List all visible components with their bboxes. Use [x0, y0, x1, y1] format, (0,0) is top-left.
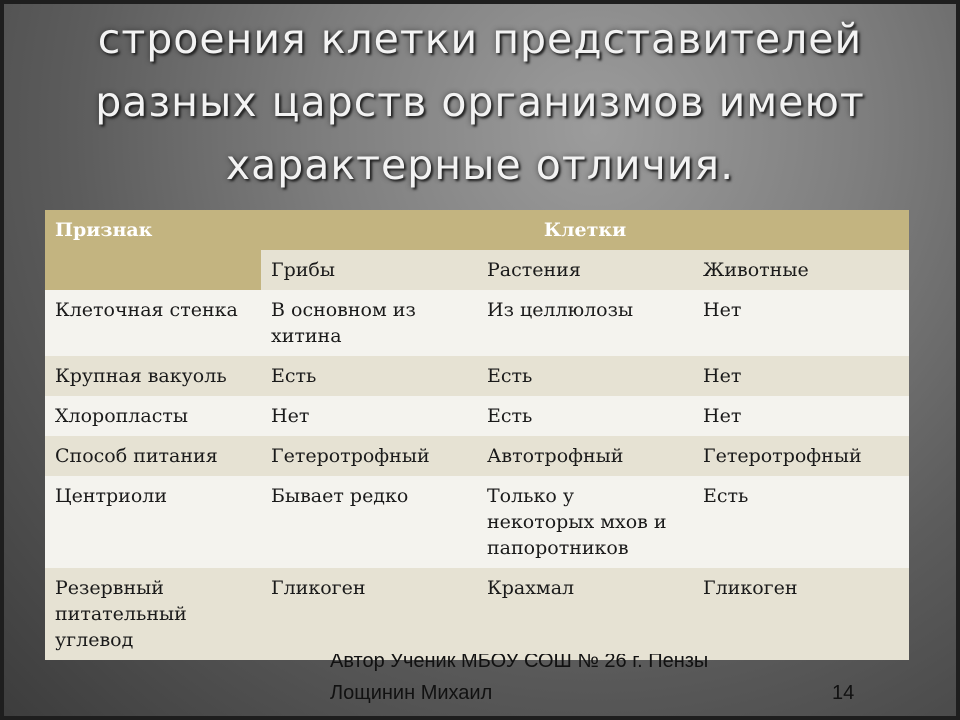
- cell-animals: Есть: [693, 476, 909, 568]
- subheader-plants: Растения: [477, 250, 693, 290]
- cell-fungi: Гликоген: [261, 568, 477, 660]
- header-cells: Клетки: [261, 210, 909, 250]
- cell-fungi: В основном из хитина: [261, 290, 477, 356]
- table-subheader-row: [45, 250, 909, 290]
- cell-plants: Автотрофный: [477, 436, 693, 476]
- cell-fungi: Есть: [261, 356, 477, 396]
- row-feature: Клеточная стенка: [45, 290, 261, 356]
- comparison-table: [45, 210, 909, 660]
- cell-plants: Крахмал: [477, 568, 693, 660]
- cell-animals: Гликоген: [693, 568, 909, 660]
- header-feature: Признак: [45, 210, 261, 250]
- cell-animals: Нет: [693, 356, 909, 396]
- table-row: [45, 436, 909, 476]
- table-row: [45, 396, 909, 436]
- title-line: разных царств организмов имеют: [95, 78, 865, 126]
- table-header-row: [45, 210, 909, 250]
- title-line: характерные отличия.: [225, 141, 735, 189]
- row-feature: Способ питания: [45, 436, 261, 476]
- cell-plants: Есть: [477, 396, 693, 436]
- subheader-animals: Животные: [693, 250, 909, 290]
- cell-animals: Гетеротрофный: [693, 436, 909, 476]
- table-row: [45, 356, 909, 396]
- author-line-2: Лощинин Михаил: [330, 682, 493, 704]
- cell-fungi: Бывает редко: [261, 476, 477, 568]
- table-row: [45, 290, 909, 356]
- row-feature: Хлоропласты: [45, 396, 261, 436]
- cell-plants: Есть: [477, 356, 693, 396]
- slide-title: [30, 8, 930, 197]
- row-feature: Резервный питательный углевод: [45, 568, 261, 660]
- row-feature: Крупная вакуоль: [45, 356, 261, 396]
- cell-plants: Из целлюлозы: [477, 290, 693, 356]
- title-line: строения клетки представителей: [97, 15, 863, 63]
- cell-animals: Нет: [693, 396, 909, 436]
- cell-fungi: Гетеротрофный: [261, 436, 477, 476]
- subheader-placeholder: [45, 250, 261, 290]
- table-row: [45, 476, 909, 568]
- footer: [330, 654, 870, 714]
- subheader-fungi: Грибы: [261, 250, 477, 290]
- table-row: [45, 568, 909, 660]
- cell-fungi: Нет: [261, 396, 477, 436]
- cell-animals: Нет: [693, 290, 909, 356]
- page-number: 14: [832, 682, 855, 704]
- cell-plants: Только у некоторых мхов и папоротников: [477, 476, 693, 568]
- author-line-1: Автор Ученик МБОУ СОШ № 26 г. Пензы: [330, 654, 709, 672]
- row-feature: Центриоли: [45, 476, 261, 568]
